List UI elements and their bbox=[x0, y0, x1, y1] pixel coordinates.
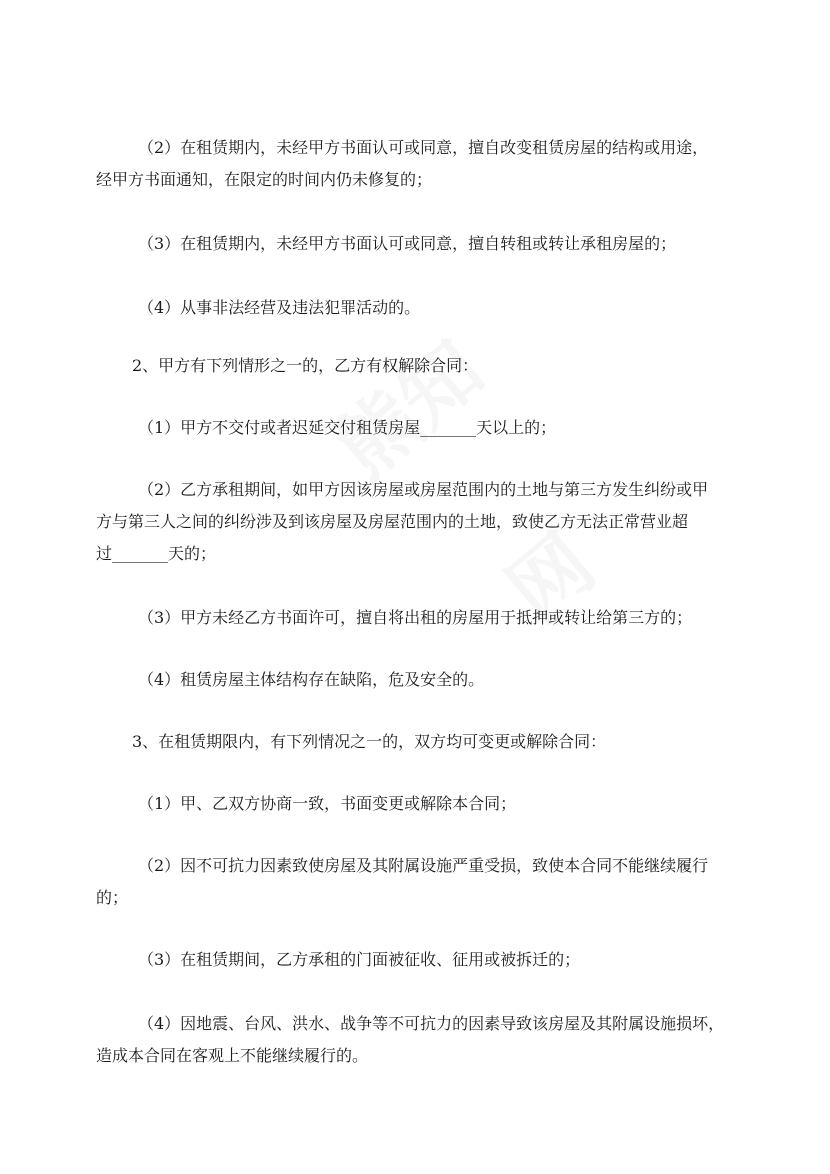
paragraph-line: 过_______天的； bbox=[96, 544, 217, 563]
paragraph-3 bbox=[96, 292, 722, 324]
paragraph-line: （3）甲方未经乙方书面许可，擅自将出租的房屋用于抵押或转让给第三方的； bbox=[138, 608, 693, 627]
paragraph-line: （3）在租赁期内，未经甲方书面认可或同意，擅自转租或转让承租房屋的； bbox=[138, 234, 677, 253]
paragraph-line: （4）因地震、台风、洪水、战争等不可抗力的因素导致该房屋及其附属设施损坏， bbox=[138, 1014, 725, 1033]
paragraph-8 bbox=[96, 664, 722, 696]
paragraph-13 bbox=[96, 1008, 725, 1072]
paragraph-line: 3、在租赁期限内，有下列情况之一的，双方均可变更或解除合同： bbox=[132, 732, 607, 751]
paragraph-12 bbox=[96, 944, 722, 976]
paragraph-6 bbox=[96, 474, 722, 570]
paragraph-1 bbox=[96, 132, 722, 196]
paragraph-line: （1）甲、乙双方协商一致，书面变更或解除本合同； bbox=[138, 794, 517, 813]
paragraph-5 bbox=[96, 412, 722, 444]
paragraph-line: （3）在租赁期间，乙方承租的门面被征收、征用或被拆迁的； bbox=[138, 950, 581, 969]
paragraph-line: 方与第三人之间的纠纷涉及到该房屋及房屋范围内的土地，致使乙方无法正常营业超 bbox=[96, 512, 689, 531]
paragraph-10 bbox=[96, 788, 722, 820]
paragraph-line: （2）乙方承租期间，如甲方因该房屋或房屋范围内的土地与第三方发生纠纷或甲 bbox=[138, 480, 709, 499]
paragraph-line: （2）因不可抗力因素致使房屋及其附属设施严重受损，致使本合同不能继续履行 bbox=[138, 856, 709, 875]
paragraph-line: 造成本合同在客观上不能继续履行的。 bbox=[96, 1046, 369, 1065]
paragraph-line: （1）甲方不交付或者迟延交付租赁房屋_______天以上的； bbox=[138, 418, 557, 437]
paragraph-4 bbox=[96, 350, 722, 382]
paragraph-line: （2）在租赁期内，未经甲方书面认可或同意，擅自改变租赁房屋的结构或用途， bbox=[138, 138, 709, 157]
paragraph-line: 2、甲方有下列情形之一的，乙方有权解除合同： bbox=[132, 356, 479, 375]
paragraph-7 bbox=[96, 602, 722, 634]
paragraph-2 bbox=[96, 228, 722, 260]
paragraph-9 bbox=[96, 726, 722, 758]
paragraph-line: （4）从事非法经营及违法犯罪活动的。 bbox=[138, 298, 421, 317]
paragraph-line: （4）租赁房屋主体结构存在缺陷，危及安全的。 bbox=[138, 670, 485, 689]
paragraph-line: 经甲方书面通知，在限定的时间内仍未修复的； bbox=[96, 170, 433, 189]
paragraph-11 bbox=[96, 850, 722, 914]
paragraph-line: 的； bbox=[96, 888, 129, 907]
